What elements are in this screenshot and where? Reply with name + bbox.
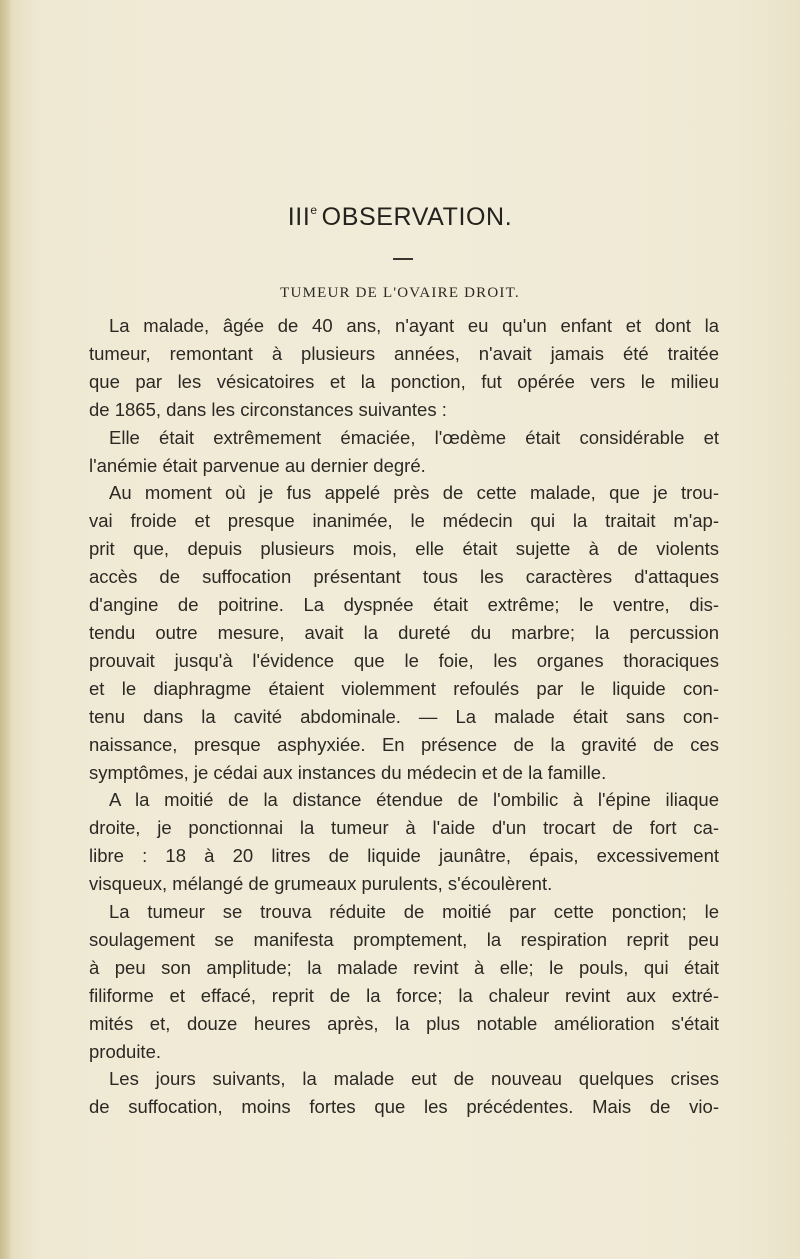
text-line: visqueux, mélangé de grumeaux purulents, s'écoulèrent.	[89, 873, 553, 895]
text-line: Au moment où je fus appelé près de cette malade, que je trou-	[109, 482, 719, 504]
text-line: La malade, âgée de 40 ans, n'ayant eu qu'un enfant et dont la	[109, 315, 719, 336]
text-line: symptômes, je cédai aux instances du médecin et de la famille.	[89, 761, 607, 783]
text-line: droite, je ponctionnai la tumeur à l'aide d'un trocart de fort ca-	[89, 817, 719, 839]
text-line: prit que, depuis plusieurs mois, elle était sujette à de violents	[89, 538, 719, 560]
text-line: que par les vésicatoires et la ponction, fut opérée vers le milieu	[89, 370, 719, 392]
text-line: mités et, douze heures après, la plus notable amélioration s'était	[89, 1012, 719, 1034]
text-line: de 1865, dans les circonstances suivantes :	[89, 398, 447, 420]
subtitle: TUMEUR DE L'OVAIRE DROIT.	[280, 285, 520, 301]
text-line: tenu dans la cavité abdominale. — La malade était sans con-	[89, 705, 719, 727]
text-line: l'anémie était parvenue au dernier degré.	[89, 454, 426, 476]
text-line: A la moitié de la distance étendue de l'ombilic à l'épine iliaque	[109, 789, 719, 811]
heading-suffix: e	[310, 203, 318, 217]
text-line: La tumeur se trouva réduite de moitié par cette ponction; le	[109, 901, 719, 923]
text-line: libre : 18 à 20 litres de liquide jaunâtre, épais, excessivement	[89, 845, 719, 867]
text-line: Les jours suivants, la malade eut de nouveau quelques crises	[109, 1068, 719, 1090]
text-line: de suffocation, moins fortes que les précédentes. Mais de vio-	[89, 1096, 719, 1118]
text-line: à peu son amplitude; la malade revint à elle; le pouls, qui était	[89, 956, 719, 978]
text-line: et le diaphragme étaient violemment refoulés par le liquide con-	[89, 677, 719, 699]
observation-heading	[0, 203, 800, 232]
heading-word: OBSERVATION.	[321, 203, 513, 231]
text-line: naissance, presque asphyxiée. En présence de la gravité de ces	[89, 733, 719, 755]
text-line: Elle était extrêmement émaciée, l'œdème était considérable et	[109, 426, 719, 448]
text-line: filiforme et effacé, reprit de la force; la chaleur revint aux extré-	[89, 984, 719, 1006]
text-line: tumeur, remontant à plusieurs années, n'avait jamais été traitée	[89, 342, 719, 364]
heading-rule	[393, 258, 413, 260]
body-text	[89, 312, 719, 1121]
text-line: prouvait jusqu'à l'évidence que le foie, les organes thoraciques	[89, 649, 719, 671]
text-line: d'angine de poitrine. La dyspnée était extrême; le ventre, dis-	[89, 594, 719, 616]
text-line: produite.	[89, 1040, 161, 1062]
heading-numeral: III	[287, 203, 311, 231]
text-line: accès de suffocation présentant tous les caractères d'attaques	[89, 566, 719, 588]
text-line: soulagement se manifesta promptement, la respiration reprit peu	[89, 928, 719, 950]
text-line: vai froide et presque inanimée, le médecin qui la traitait m'ap-	[89, 510, 719, 532]
binding-edge	[0, 0, 10, 1259]
text-line: tendu outre mesure, avait la dureté du marbre; la percussion	[89, 621, 719, 643]
